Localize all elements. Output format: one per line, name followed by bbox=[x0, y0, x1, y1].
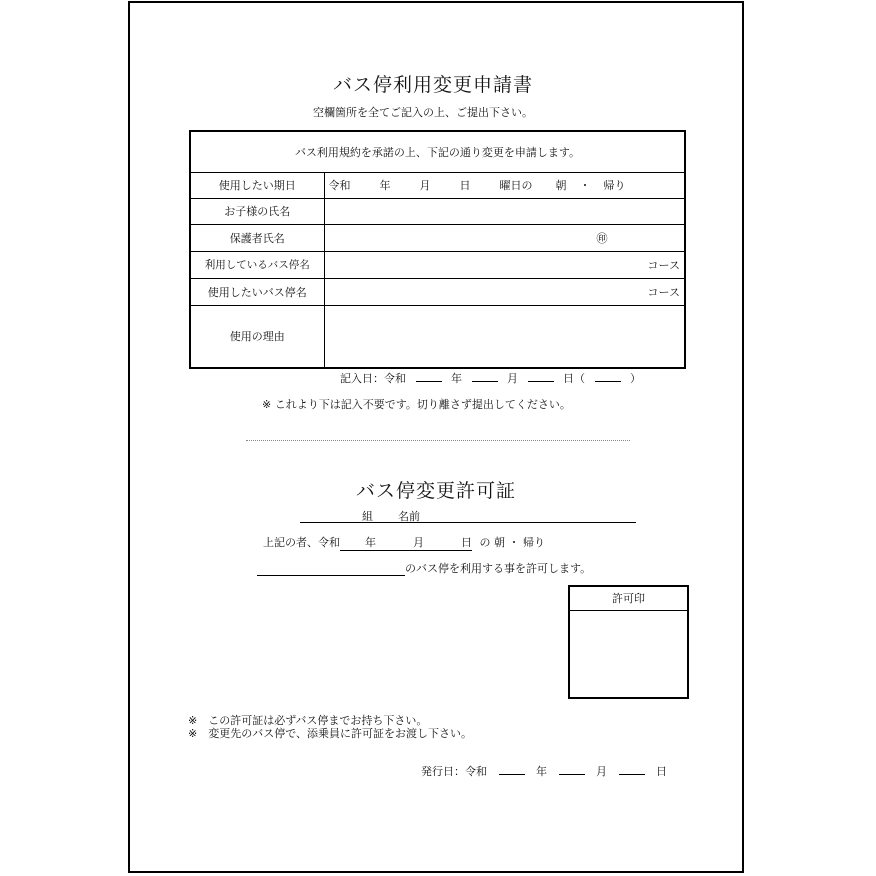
period-morning: 朝 bbox=[555, 179, 567, 192]
permit-year-label: 年 bbox=[365, 536, 376, 549]
cut-note: ※ これより下は記入不要です。切り離さず提出してください。 bbox=[262, 398, 571, 411]
entry-date bbox=[340, 370, 641, 386]
table-row-desired-stop bbox=[190, 278, 685, 305]
period-year: 年 bbox=[379, 179, 391, 192]
permit-year-blank[interactable] bbox=[340, 534, 376, 551]
current-stop-suffix: コース bbox=[647, 258, 680, 272]
issue-date-day: 日 bbox=[656, 765, 667, 778]
issue-date-label: 発行日：令和 bbox=[421, 765, 487, 778]
reason-field[interactable] bbox=[324, 305, 685, 368]
period-field[interactable] bbox=[324, 172, 685, 198]
issue-month-blank[interactable] bbox=[559, 774, 585, 775]
issue-date-month: 月 bbox=[596, 765, 607, 778]
table-row-current-stop bbox=[190, 251, 685, 278]
issue-date bbox=[421, 763, 667, 779]
permit-name-line bbox=[300, 508, 636, 523]
application-title: バス停利用変更申請書 bbox=[333, 74, 534, 96]
period-dot: ・ bbox=[579, 179, 591, 192]
permit-day-blank[interactable] bbox=[424, 534, 472, 551]
period-month: 月 bbox=[419, 179, 431, 192]
issue-date-year: 年 bbox=[536, 765, 547, 778]
entry-year-blank[interactable] bbox=[416, 381, 442, 382]
period-label: 使用したい期日 bbox=[190, 172, 324, 198]
entry-day-blank[interactable] bbox=[528, 381, 554, 382]
entry-date-year: 年 bbox=[451, 372, 462, 385]
period-era: 令和 bbox=[328, 179, 351, 192]
permit-note-1: ※ この許可証は必ずバス停までお持ち下さい。 bbox=[188, 714, 428, 727]
reason-label: 使用の理由 bbox=[190, 305, 324, 368]
permit-stop-line bbox=[257, 560, 591, 576]
table-row-child-name bbox=[190, 198, 685, 224]
stamp-box bbox=[568, 585, 689, 699]
issue-year-blank[interactable] bbox=[499, 774, 525, 775]
entry-date-day: 日（ bbox=[563, 372, 585, 385]
name-label: 名前 bbox=[398, 510, 420, 523]
permit-title: バス停変更許可証 bbox=[356, 480, 517, 502]
issue-day-blank[interactable] bbox=[619, 774, 645, 775]
period-day: 日 bbox=[459, 179, 471, 192]
guardian-name-label: 保護者氏名 bbox=[190, 224, 324, 251]
table-row-reason bbox=[190, 305, 685, 368]
permit-month-label: 月 bbox=[413, 536, 424, 549]
child-name-label: お子様の氏名 bbox=[190, 198, 324, 224]
period-weekday: 曜日の bbox=[499, 179, 533, 192]
permit-date-line bbox=[263, 534, 545, 551]
cut-line bbox=[246, 440, 630, 441]
desired-stop-field[interactable] bbox=[324, 278, 685, 305]
entry-weekday-blank[interactable] bbox=[595, 381, 621, 382]
entry-date-close: ） bbox=[630, 372, 641, 385]
period-return: 帰り bbox=[603, 179, 626, 192]
seal-mark: ㊞ bbox=[596, 231, 608, 245]
permit-stop-blank[interactable] bbox=[257, 562, 405, 576]
stamp-label: 許可印 bbox=[570, 587, 687, 611]
guardian-name-field[interactable] bbox=[324, 224, 685, 251]
entry-date-month: 月 bbox=[507, 372, 518, 385]
permit-month-blank[interactable] bbox=[376, 534, 424, 551]
table-header-text: バス利用規約を承諾の上、下記の通り変更を申請します。 bbox=[190, 131, 685, 172]
permit-line2-suffix: のバス停を利用する事を許可します。 bbox=[405, 562, 592, 575]
table-header-row bbox=[190, 131, 685, 172]
table-row-period bbox=[190, 172, 685, 198]
permit-line1-suffix: の 朝 ・ 帰り bbox=[479, 536, 545, 549]
permit-day-label: 日 bbox=[461, 536, 472, 549]
desired-stop-suffix: コース bbox=[647, 285, 680, 299]
instruction-text: 空欄箇所を全てご記入の上、ご提出下さい。 bbox=[313, 106, 533, 119]
table-row-guardian-name bbox=[190, 224, 685, 251]
entry-date-label: 記入日：令和 bbox=[340, 372, 406, 385]
class-label: 組 bbox=[362, 510, 373, 523]
current-stop-field[interactable] bbox=[324, 251, 685, 278]
current-stop-label: 利用しているバス停名 bbox=[190, 251, 324, 278]
child-name-field[interactable] bbox=[324, 198, 685, 224]
desired-stop-label: 使用したいバス停名 bbox=[190, 278, 324, 305]
permit-line1-prefix: 上記の者、令和 bbox=[263, 536, 340, 549]
permit-note-2: ※ 変更先のバス停で、添乗員に許可証をお渡し下さい。 bbox=[188, 727, 472, 740]
application-table bbox=[189, 130, 686, 369]
entry-month-blank[interactable] bbox=[472, 381, 498, 382]
